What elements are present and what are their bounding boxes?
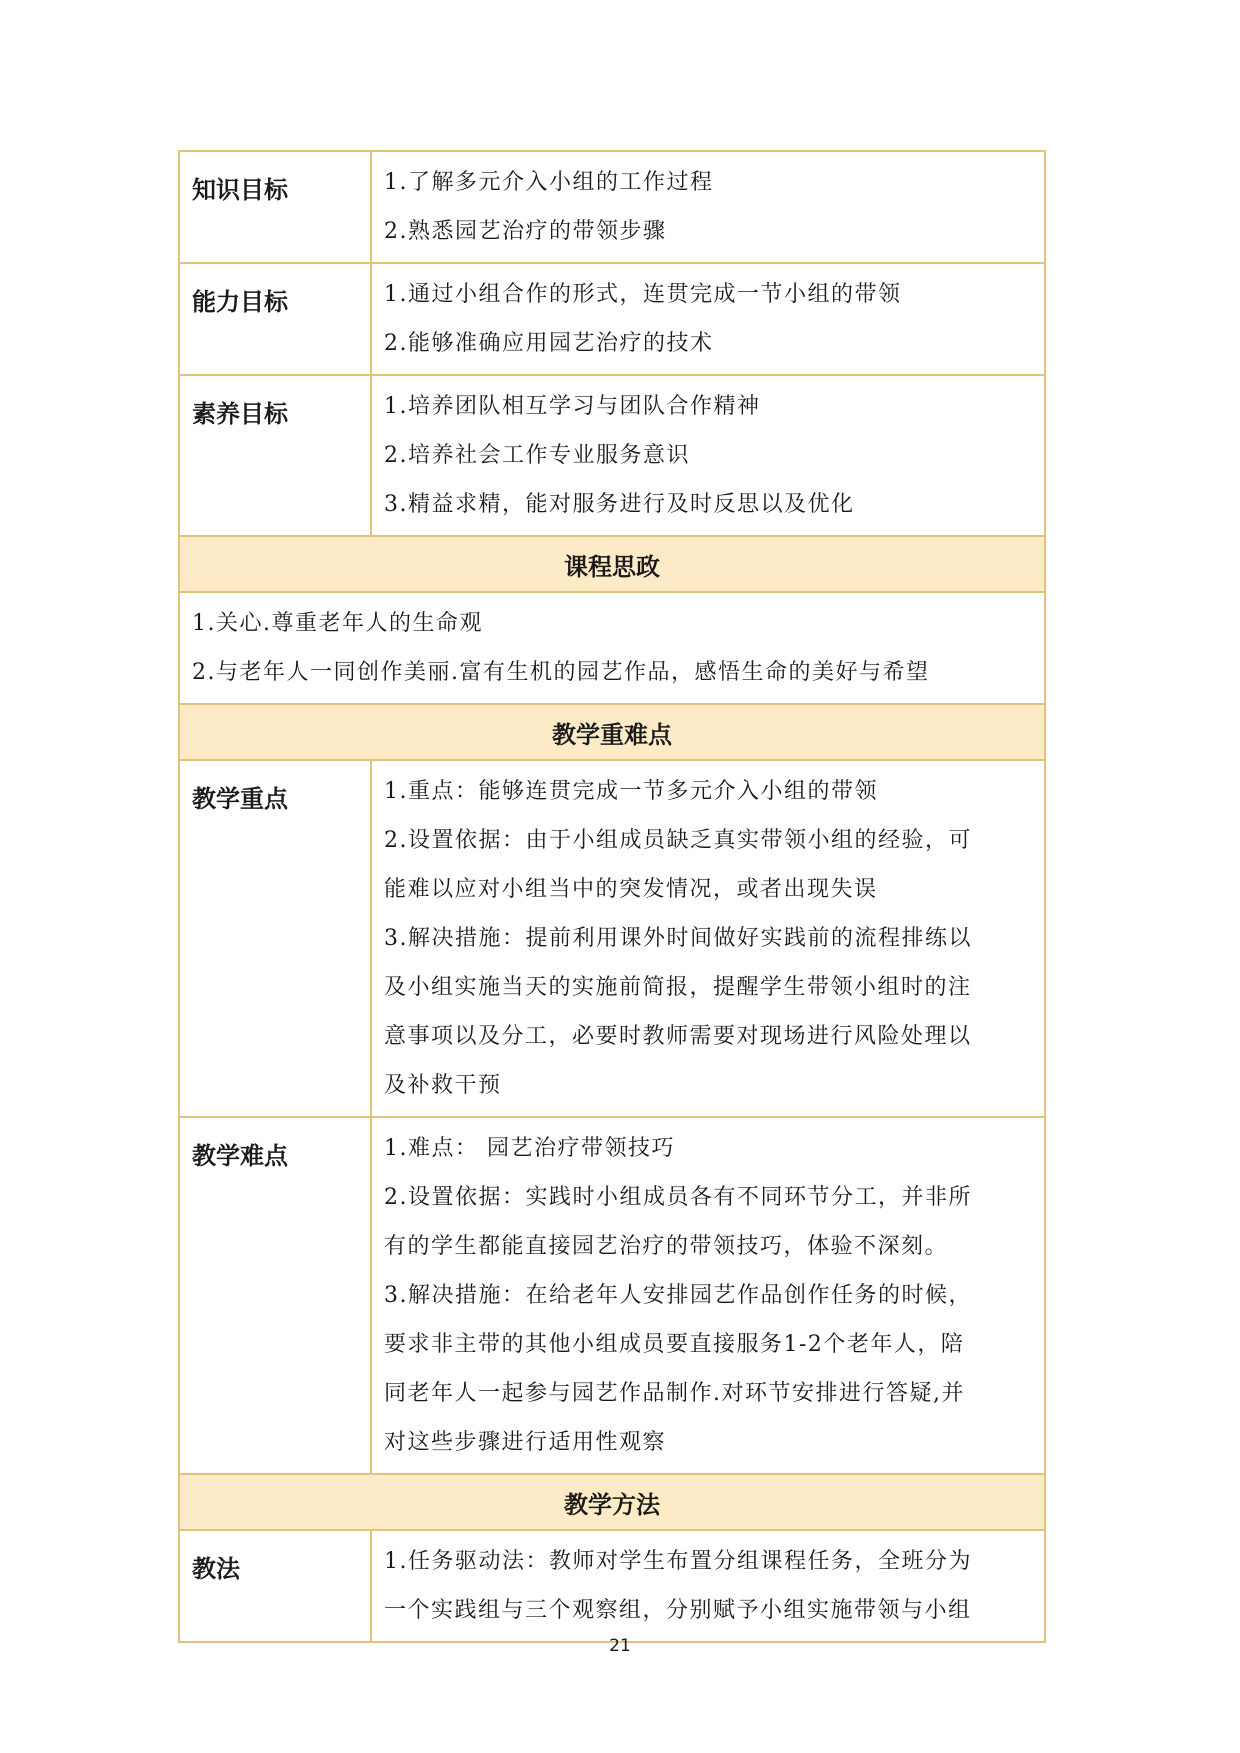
content-line: 2.培养社会工作专业服务意识: [384, 443, 690, 468]
content-line: 2.设置依据：实践时小组成员各有不同环节分工，并非所: [384, 1185, 972, 1210]
content-line: 3.精益求精，能对服务进行及时反思以及优化: [384, 492, 855, 517]
key-point-row-focus: [179, 760, 1045, 1117]
row-content: [371, 1117, 1045, 1474]
row-content: [371, 151, 1045, 263]
row-label: 教学重点: [179, 760, 371, 1117]
lesson-plan-table: [178, 150, 1046, 1643]
content-line: 2.熟悉园艺治疗的带领步骤: [384, 219, 667, 244]
row-label: 能力目标: [179, 263, 371, 375]
section-header-methods: [179, 1474, 1045, 1530]
content-line: 3.解决措施：在给老年人安排园艺作品创作任务的时候，: [384, 1283, 972, 1308]
content-line: 意事项以及分工，必要时教师需要对现场进行风险处理以: [384, 1024, 972, 1049]
row-content: [179, 592, 1045, 704]
row-label: 教学难点: [179, 1117, 371, 1474]
row-content: [371, 1530, 1045, 1642]
row-label: 素养目标: [179, 375, 371, 536]
content-line: 2.与老年人一同创作美丽.富有生机的园艺作品，感悟生命的美好与希望: [192, 660, 930, 685]
section-header-key-points: [179, 704, 1045, 760]
content-line: 及小组实施当天的实施前简报，提醒学生带领小组时的注: [384, 975, 972, 1000]
content-line: 对这些步骤进行适用性观察: [384, 1430, 667, 1455]
content-line: 能难以应对小组当中的突发情况，或者出现失误: [384, 877, 878, 902]
content-line: 同老年人一起参与园艺作品制作.对环节安排进行答疑,并: [384, 1381, 965, 1406]
row-label: 教法: [179, 1530, 371, 1642]
content-line: 1.重点：能够连贯完成一节多元介入小组的带领: [384, 779, 878, 804]
section-header-ideology: [179, 536, 1045, 592]
row-content: [371, 263, 1045, 375]
ideology-row: [179, 592, 1045, 704]
content-line: 1.了解多元介入小组的工作过程: [384, 170, 714, 195]
content-line: 1.难点： 园艺治疗带领技巧: [384, 1136, 675, 1161]
section-title: 教学重难点: [179, 704, 1045, 760]
content-line: 一个实践组与三个观察组，分别赋予小组实施带领与小组: [384, 1598, 972, 1623]
page-number: 21: [609, 1636, 631, 1656]
content-line: 1.任务驱动法：教师对学生布置分组课程任务，全班分为: [384, 1549, 972, 1574]
content-line: 有的学生都能直接园艺治疗的带领技巧，体验不深刻。: [384, 1234, 949, 1259]
objective-row-knowledge: [179, 151, 1045, 263]
method-row-teaching: [179, 1530, 1045, 1642]
key-point-row-difficulty: [179, 1117, 1045, 1474]
content-line: 3.解决措施：提前利用课外时间做好实践前的流程排练以: [384, 926, 972, 951]
content-line: 及补救干预: [384, 1073, 502, 1098]
content-line: 1.关心.尊重老年人的生命观: [192, 611, 483, 636]
row-label: 知识目标: [179, 151, 371, 263]
objective-row-literacy: [179, 375, 1045, 536]
content-line: 1.通过小组合作的形式，连贯完成一节小组的带领: [384, 282, 902, 307]
content-line: 要求非主带的其他小组成员要直接服务1-2个老年人，陪: [384, 1332, 965, 1357]
section-title: 课程思政: [179, 536, 1045, 592]
section-title: 教学方法: [179, 1474, 1045, 1530]
content-line: 2.设置依据：由于小组成员缺乏真实带领小组的经验，可: [384, 828, 972, 853]
objective-row-ability: [179, 263, 1045, 375]
row-content: [371, 375, 1045, 536]
row-content: [371, 760, 1045, 1117]
content-line: 2.能够准确应用园艺治疗的技术: [384, 331, 714, 356]
content-line: 1.培养团队相互学习与团队合作精神: [384, 394, 761, 419]
